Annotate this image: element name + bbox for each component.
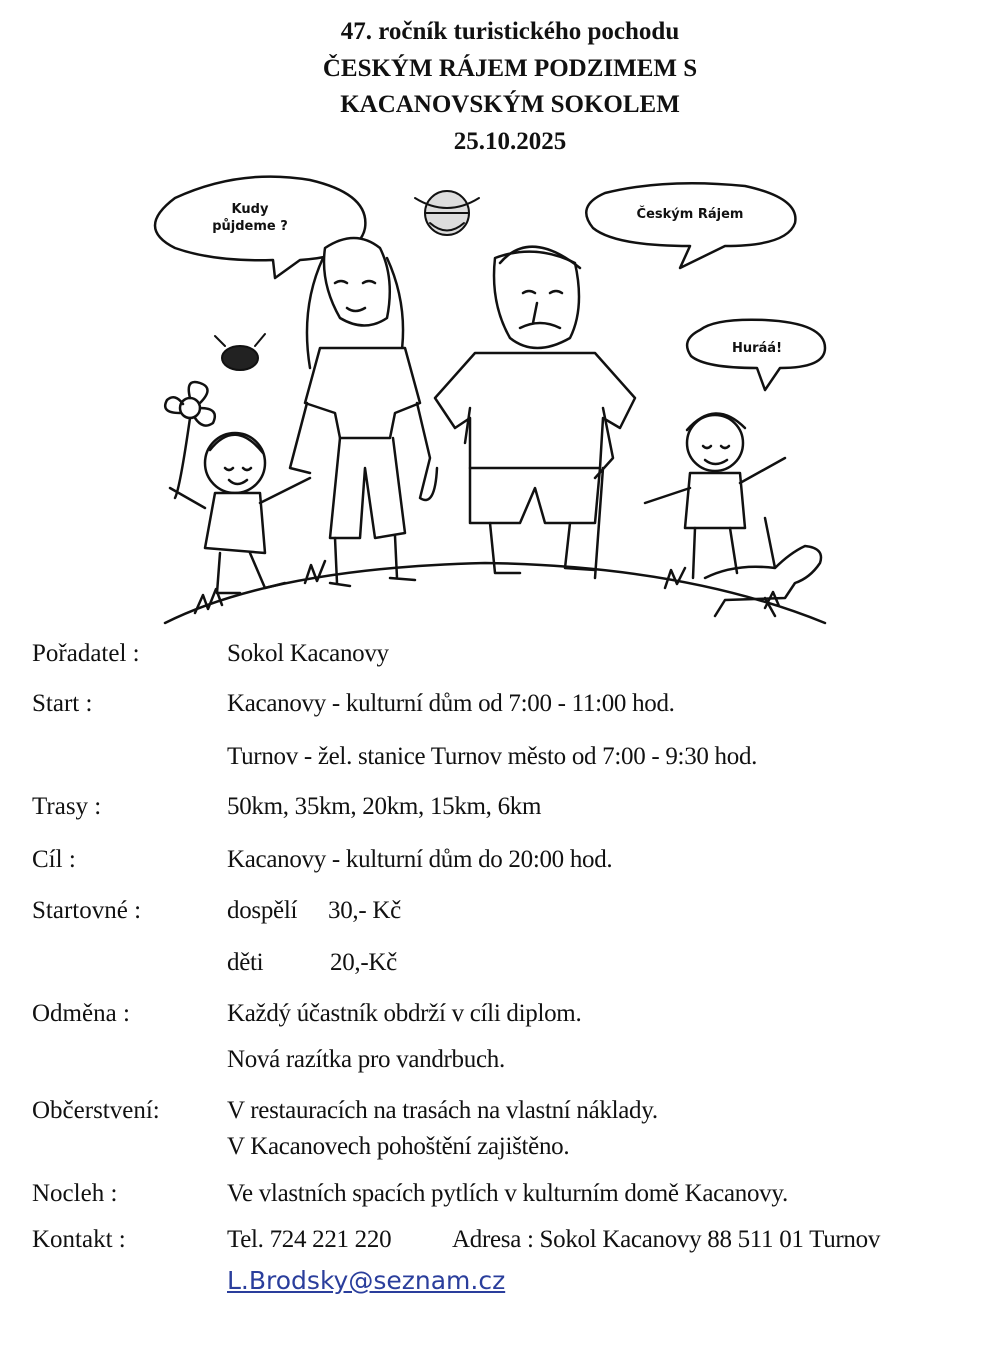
bubble-child-text: Huráá! (731, 341, 783, 356)
man-figure (435, 247, 635, 578)
adults-fee (227, 897, 401, 925)
entry-fee-label: Startovné : (32, 897, 142, 924)
title-line-2: ČESKÝM RÁJEM PODZIMEM S (322, 54, 698, 82)
document-title (0, 14, 990, 160)
start-value-1: Kacanovy - kulturní dům od 7:00 - 11:00 hod. (227, 690, 675, 717)
routes-value: 50km, 35km, 20km, 15km, 6km (227, 793, 542, 820)
contact-phone: Tel. 724 221 220 (227, 1226, 392, 1253)
bubble-left-line-2: půjdeme ? (212, 219, 288, 234)
bubble-right-text: Českým Rájem (636, 207, 744, 222)
finish-value: Kacanovy - kulturní dům do 20:00 hod. (227, 846, 613, 873)
adults-label: dospělí (227, 897, 298, 924)
sokol-emblem-icon (415, 191, 479, 235)
routes-label: Trasy : (32, 793, 102, 820)
start-label: Start : (32, 690, 93, 717)
finish-label: Cíl : (32, 846, 76, 873)
title-line-3: KACANOVSKÝM SOKOLEM (340, 91, 680, 118)
title-line-1: 47. ročník turistického pochodu (340, 18, 680, 45)
reward-value-1: Každý účastník obdrží v cíli diplom. (227, 1000, 582, 1027)
start-value-2: Turnov - žel. stanice Turnov město od 7:00 - 9:30 hod. (227, 743, 758, 770)
event-date: 25.10.2025 (453, 127, 567, 155)
children-price: 20,-Kč (330, 949, 397, 976)
child-left-figure (170, 433, 310, 593)
speech-bubble-right (586, 183, 795, 268)
flower-icon (165, 382, 215, 498)
refreshments-value-1: V restauracích na trasách na vlastní náklady. (227, 1097, 658, 1124)
bubble-left-line-1: Kudy (231, 202, 269, 217)
contact-label: Kontakt : (32, 1226, 126, 1253)
hiking-family-illustration (125, 168, 845, 638)
woman-figure (290, 238, 437, 586)
lodging-value: Ve vlastních spacích pytlích v kulturním domě Kacanovy. (227, 1180, 788, 1207)
reward-value-2: Nová razítka pro vandrbuch. (227, 1046, 505, 1073)
organizer-label: Pořadatel : (32, 640, 140, 667)
contact-email-link[interactable]: L.Brodsky@seznam.cz (227, 1266, 506, 1295)
child-right-figure (645, 413, 785, 578)
reward-label: Odměna : (32, 1000, 130, 1027)
children-fee (227, 949, 397, 977)
contact-value (227, 1226, 880, 1254)
ladybug-icon (215, 334, 265, 370)
refreshments-label: Občerstvení: (32, 1097, 160, 1124)
organizer-value: Sokol Kacanovy (227, 640, 389, 667)
refreshments-value-2: V Kacanovech pohoštění zajištěno. (227, 1133, 570, 1160)
contact-address: Adresa : Sokol Kacanovy 88 511 01 Turnov (452, 1226, 881, 1253)
adults-price: 30,- Kč (328, 897, 401, 924)
lodging-label: Nocleh : (32, 1180, 118, 1207)
children-label: děti (227, 949, 264, 976)
